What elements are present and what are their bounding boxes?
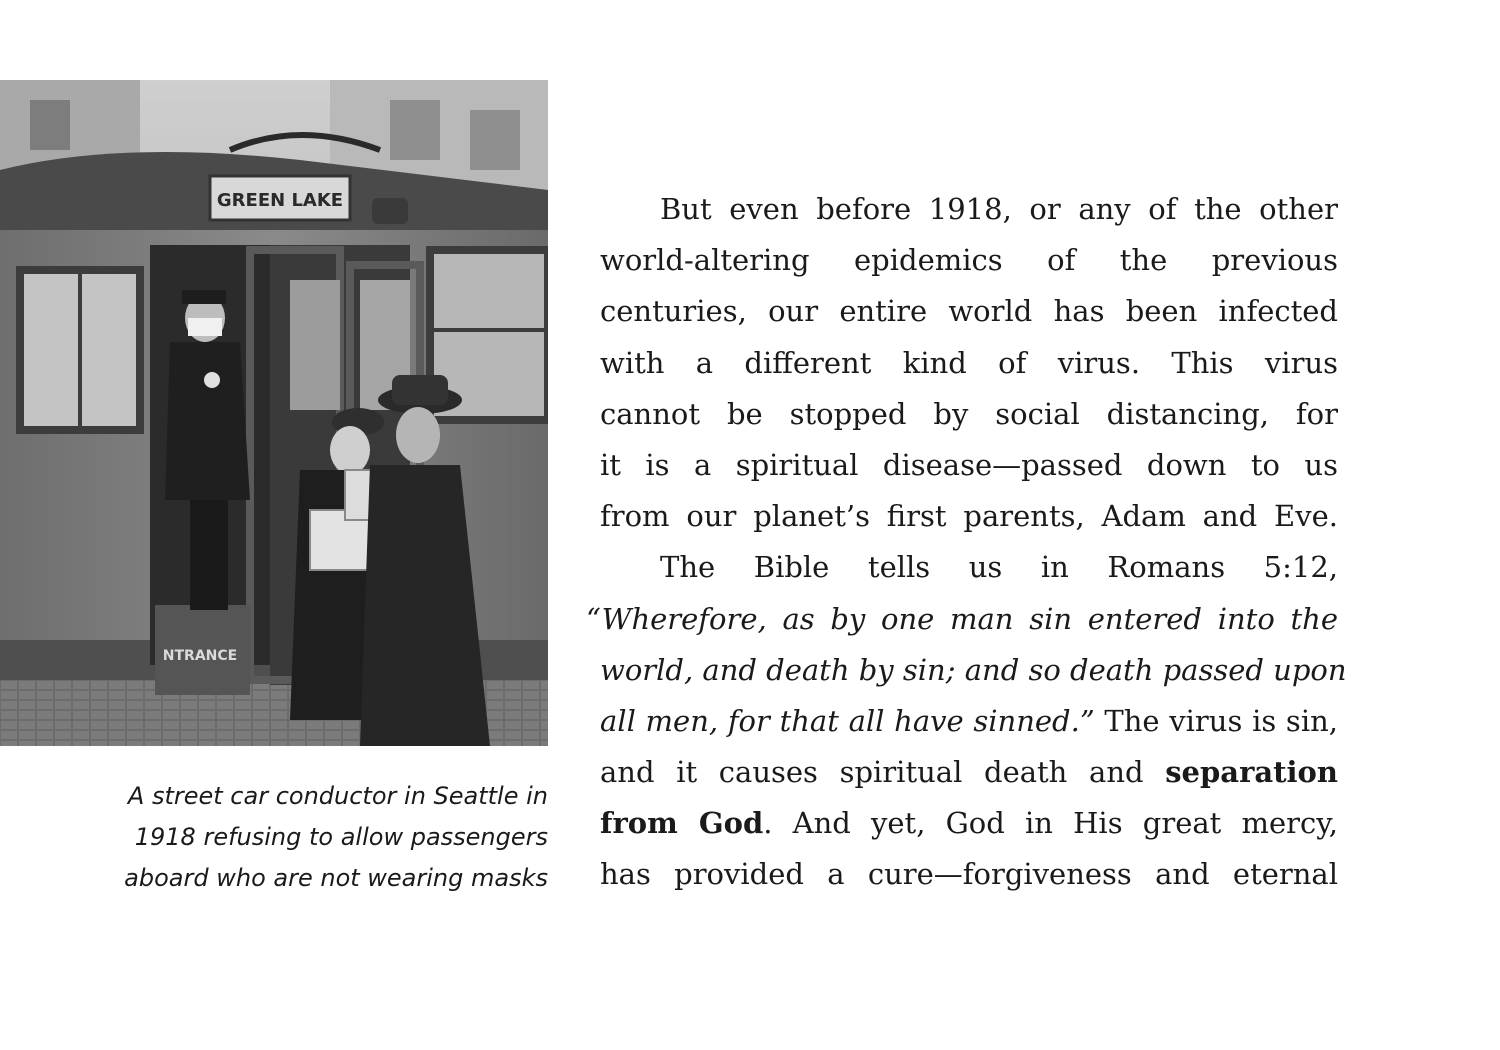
caption-line: aboard who are not wearing masks [124, 864, 548, 892]
paragraph-line: world-altering epidemics of the previous [600, 243, 1338, 278]
paragraph-line: has provided a cure—forgiveness and eternal [600, 857, 1338, 892]
body-text [586, 184, 1347, 901]
paragraph-line [600, 696, 1338, 747]
caption-line: A street car conductor in Seattle in [127, 782, 548, 810]
paragraph-line: The Bible tells us in Romans 5:12, [660, 550, 1338, 585]
scripture-quote-end: all men, for that all have sinned.” [600, 703, 1095, 738]
paragraph-line [600, 747, 1338, 798]
streetcar-photo [0, 80, 548, 746]
inline-text: The virus is sin, [1094, 703, 1338, 738]
emphasis-text: separation [1165, 755, 1338, 790]
paragraph-line: cannot be stopped by social distancing, for [600, 396, 1338, 431]
paragraph-line: centuries, our entire world has been infected [600, 294, 1338, 329]
paragraph-line: But even before 1918, or any of the other [660, 192, 1338, 226]
paragraph-line [600, 798, 1338, 849]
paragraph-line: it is a spiritual disease—passed down to us [600, 447, 1338, 482]
photo-caption [60, 776, 548, 899]
paragraph-line: with a different kind of virus. This virus [600, 345, 1338, 380]
scripture-quote-line: world, and death by sin; and so death passed upon [600, 652, 1347, 687]
inline-text: and it causes spiritual death and [600, 755, 1166, 790]
caption-line: 1918 refusing to allow passengers [134, 823, 548, 851]
destination-sign: GREEN LAKE [216, 190, 344, 211]
inline-text: . And yet, God in His great mercy, [763, 806, 1338, 841]
paragraph-line: from our planet’s first parents, Adam and Eve. [600, 499, 1338, 534]
entrance-sign: NTRANCE [162, 648, 238, 664]
emphasis-text: from God [600, 806, 764, 841]
scripture-quote-line: “Wherefore, as by one man sin entered into the [586, 601, 1338, 636]
